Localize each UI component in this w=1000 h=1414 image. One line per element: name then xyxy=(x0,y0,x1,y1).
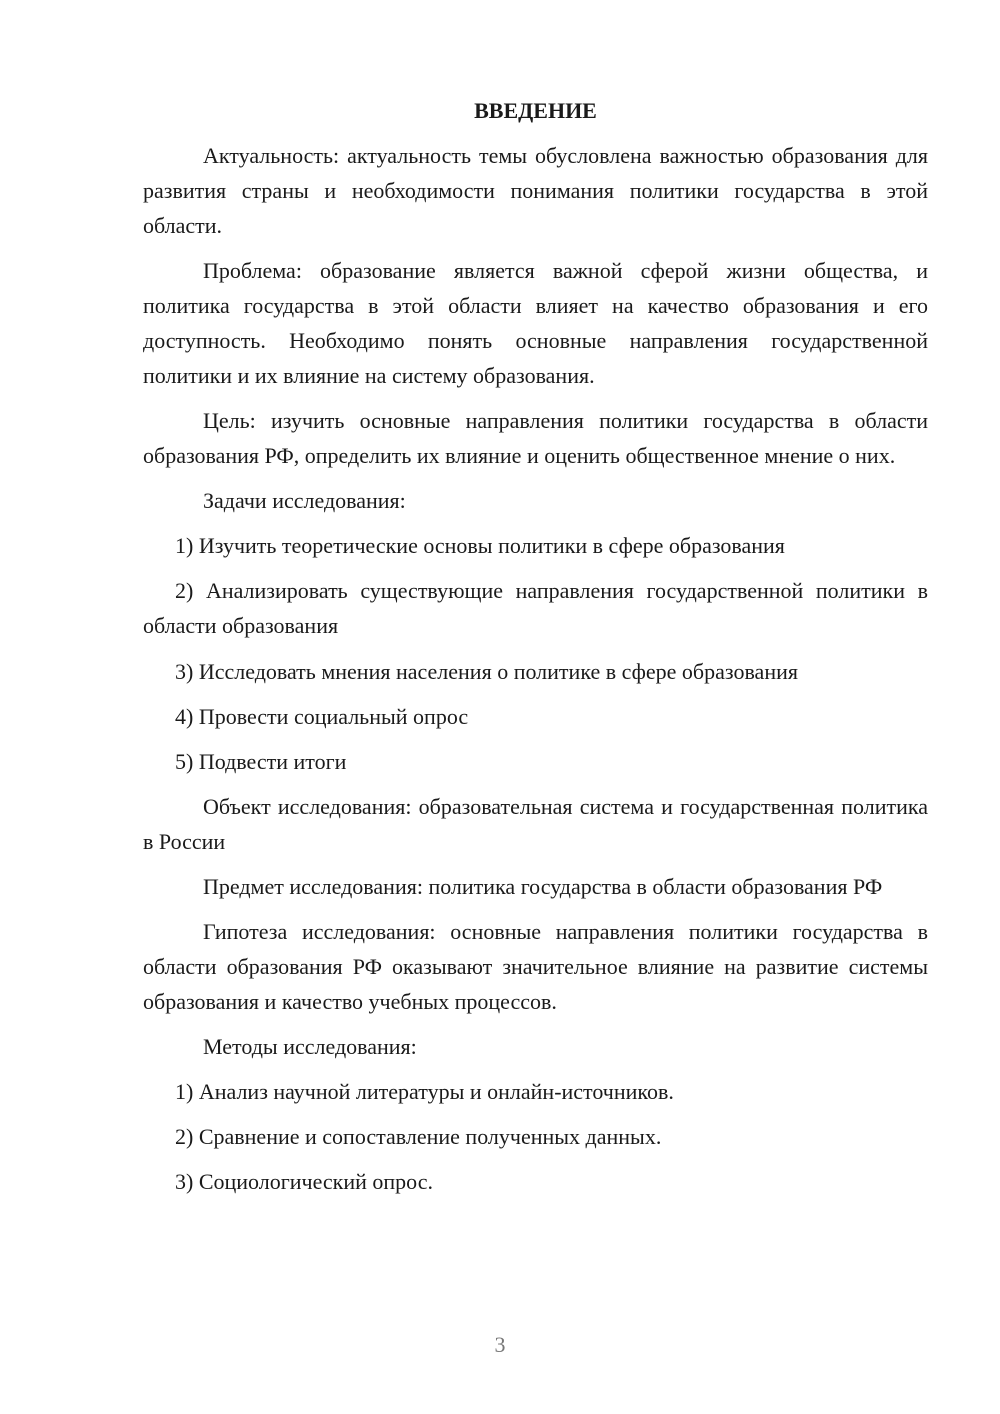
task-item: 5) Подвести итоги xyxy=(175,749,347,774)
task-item: 1) Изучить теоретические основы политики в сфере образования xyxy=(175,533,785,558)
method-item: 1) Анализ научной литературы и онлайн-источников. xyxy=(175,1079,674,1104)
paragraph-hypothesis: Гипотеза исследования: основные направления политики государства в области образования РФ оказывают значительное влияние на развитие системы образования и качество учебных процессов. xyxy=(143,919,928,1014)
document-page xyxy=(143,96,928,1209)
paragraph-problem: Проблема: образование является важной сферой жизни общества, и политика государства в этой области влияет на качество образования и его доступность. Необходимо понять основные направления государственной политики и их влияние на систему образования. xyxy=(143,258,928,388)
task-item: 3) Исследовать мнения населения о политике в сфере образования xyxy=(175,659,798,684)
methods-heading: Методы исследования: xyxy=(203,1034,417,1059)
paragraph-subject: Предмет исследования: политика государства в области образования РФ xyxy=(203,874,883,899)
paragraph-goal: Цель: изучить основные направления политики государства в области образования РФ, определить их влияние и оценить общественное мнение о них. xyxy=(143,408,928,468)
paragraph-object: Объект исследования: образовательная система и государственная политика в России xyxy=(143,794,928,854)
paragraph-relevance: Актуальность: актуальность темы обусловлена важностью образования для развития страны и необходимости понимания политики государства в этой области. xyxy=(143,143,928,238)
method-item: 2) Сравнение и сопоставление полученных данных. xyxy=(175,1124,662,1149)
method-item: 3) Социологический опрос. xyxy=(175,1169,433,1194)
task-item: 4) Провести социальный опрос xyxy=(175,704,469,729)
tasks-heading: Задачи исследования: xyxy=(203,488,406,513)
section-title: ВВЕДЕНИЕ xyxy=(474,98,597,123)
task-item: 2) Анализировать существующие направления государственной политики в области образования xyxy=(143,578,928,638)
page-number: 3 xyxy=(494,1332,506,1357)
